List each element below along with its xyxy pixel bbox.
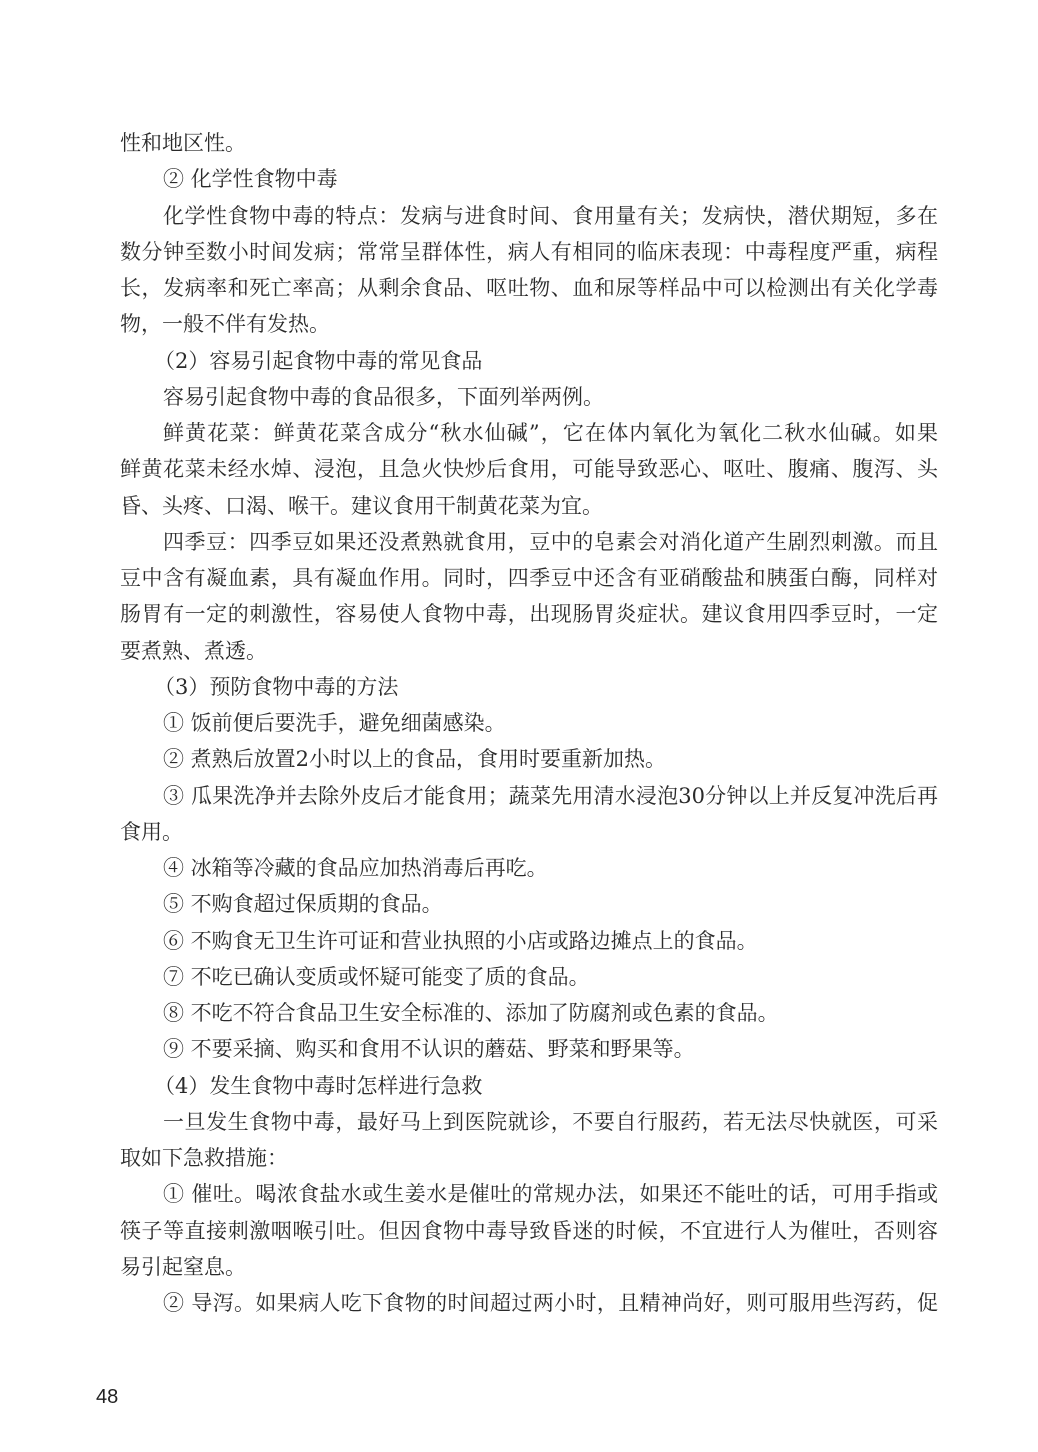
section-heading: （2）容易引起食物中毒的常见食品 — [154, 348, 483, 373]
page-number: 48 — [96, 1386, 119, 1408]
text-line: 长，发病率和死亡率高；从剩余食品、呕吐物、血和尿等样品中可以检测出有关化学毒 — [120, 276, 938, 300]
text-line: 化学性食物中毒的特点：发病与进食时间、食用量有关；发病快，潜伏期短，多在 — [163, 203, 938, 228]
body-text — [120, 125, 938, 1321]
text-line: 取如下急救措施： — [120, 1146, 288, 1170]
list-item: ① 饭前便后要洗手，避免细菌感染。 — [163, 711, 506, 735]
list-item: ① 催吐。喝浓食盐水或生姜水是催吐的常规办法，如果还不能吐的话，可用手指或 — [163, 1182, 938, 1207]
list-item: ② 导泻。如果病人吃下食物的时间超过两小时，且精神尚好，则可服用些泻药，促 — [163, 1291, 938, 1315]
list-item: ④ 冰箱等冷藏的食品应加热消毒后再吃。 — [163, 856, 548, 880]
list-item: ⑨ 不要采摘、购买和食用不认识的蘑菇、野菜和野果等。 — [163, 1037, 695, 1062]
list-item: ⑦ 不吃已确认变质或怀疑可能变了质的食品。 — [163, 964, 590, 989]
text-line: 筷子等直接刺激咽喉引吐。但因食物中毒导致昏迷的时候，不宜进行人为催吐，否则容 — [120, 1218, 938, 1243]
text-line: 容易引起食物中毒的食品很多，下面列举两例。 — [163, 384, 604, 409]
text-line: 要煮熟、煮透。 — [120, 638, 267, 663]
text-line: 豆中含有凝血素，具有凝血作用。同时，四季豆中还含有亚硝酸盐和胰蛋白酶，同样对 — [120, 566, 938, 590]
text-line: 性和地区性。 — [120, 131, 246, 155]
list-item: ⑥ 不购食无卫生许可证和营业执照的小店或路边摊点上的食品。 — [163, 928, 758, 953]
text-line: 物，一般不伴有发热。 — [120, 312, 330, 337]
text-line: 鲜黄花菜未经水焯、浸泡，且急火快炒后食用，可能导致恶心、呕吐、腹痛、腹泻、头 — [120, 457, 938, 482]
list-item: ⑤ 不购食超过保质期的食品。 — [163, 892, 443, 917]
text-line: 食用。 — [120, 819, 183, 844]
section-heading: （3）预防食物中毒的方法 — [154, 674, 399, 699]
list-item: ② 煮熟后放置2小时以上的食品，食用时要重新加热。 — [163, 747, 667, 772]
text-line: 肠胃有一定的刺激性，容易使人食物中毒，出现肠胃炎症状。建议食用四季豆时，一定 — [120, 602, 938, 627]
text-line: 昏、头疼、口渴、喉干。建议食用干制黄花菜为宜。 — [120, 493, 603, 518]
text-line: 数分钟至数小时间发病；常常呈群体性，病人有相同的临床表现：中毒程度严重，病程 — [120, 239, 938, 264]
text-line: 易引起窒息。 — [120, 1254, 246, 1279]
text-line: 鲜黄花菜：鲜黄花菜含成分“秋水仙碱”，它在体内氧化为氧化二秋水仙碱。如果 — [163, 421, 938, 445]
subheading: ② 化学性食物中毒 — [163, 167, 338, 192]
text-line: 一旦发生食物中毒，最好马上到医院就诊，不要自行服药，若无法尽快就医，可采 — [163, 1109, 938, 1134]
list-item: ③ 瓜果洗净并去除外皮后才能食用；蔬菜先用清水浸泡30分钟以上并反复冲洗后再 — [163, 783, 938, 808]
list-item: ⑧ 不吃不符合食品卫生安全标准的、添加了防腐剂或色素的食品。 — [163, 1001, 779, 1025]
text-line: 四季豆：四季豆如果还没煮熟就食用，豆中的皂素会对消化道产生剧烈刺激。而且 — [163, 529, 938, 554]
section-heading: （4）发生食物中毒时怎样进行急救 — [154, 1073, 483, 1098]
